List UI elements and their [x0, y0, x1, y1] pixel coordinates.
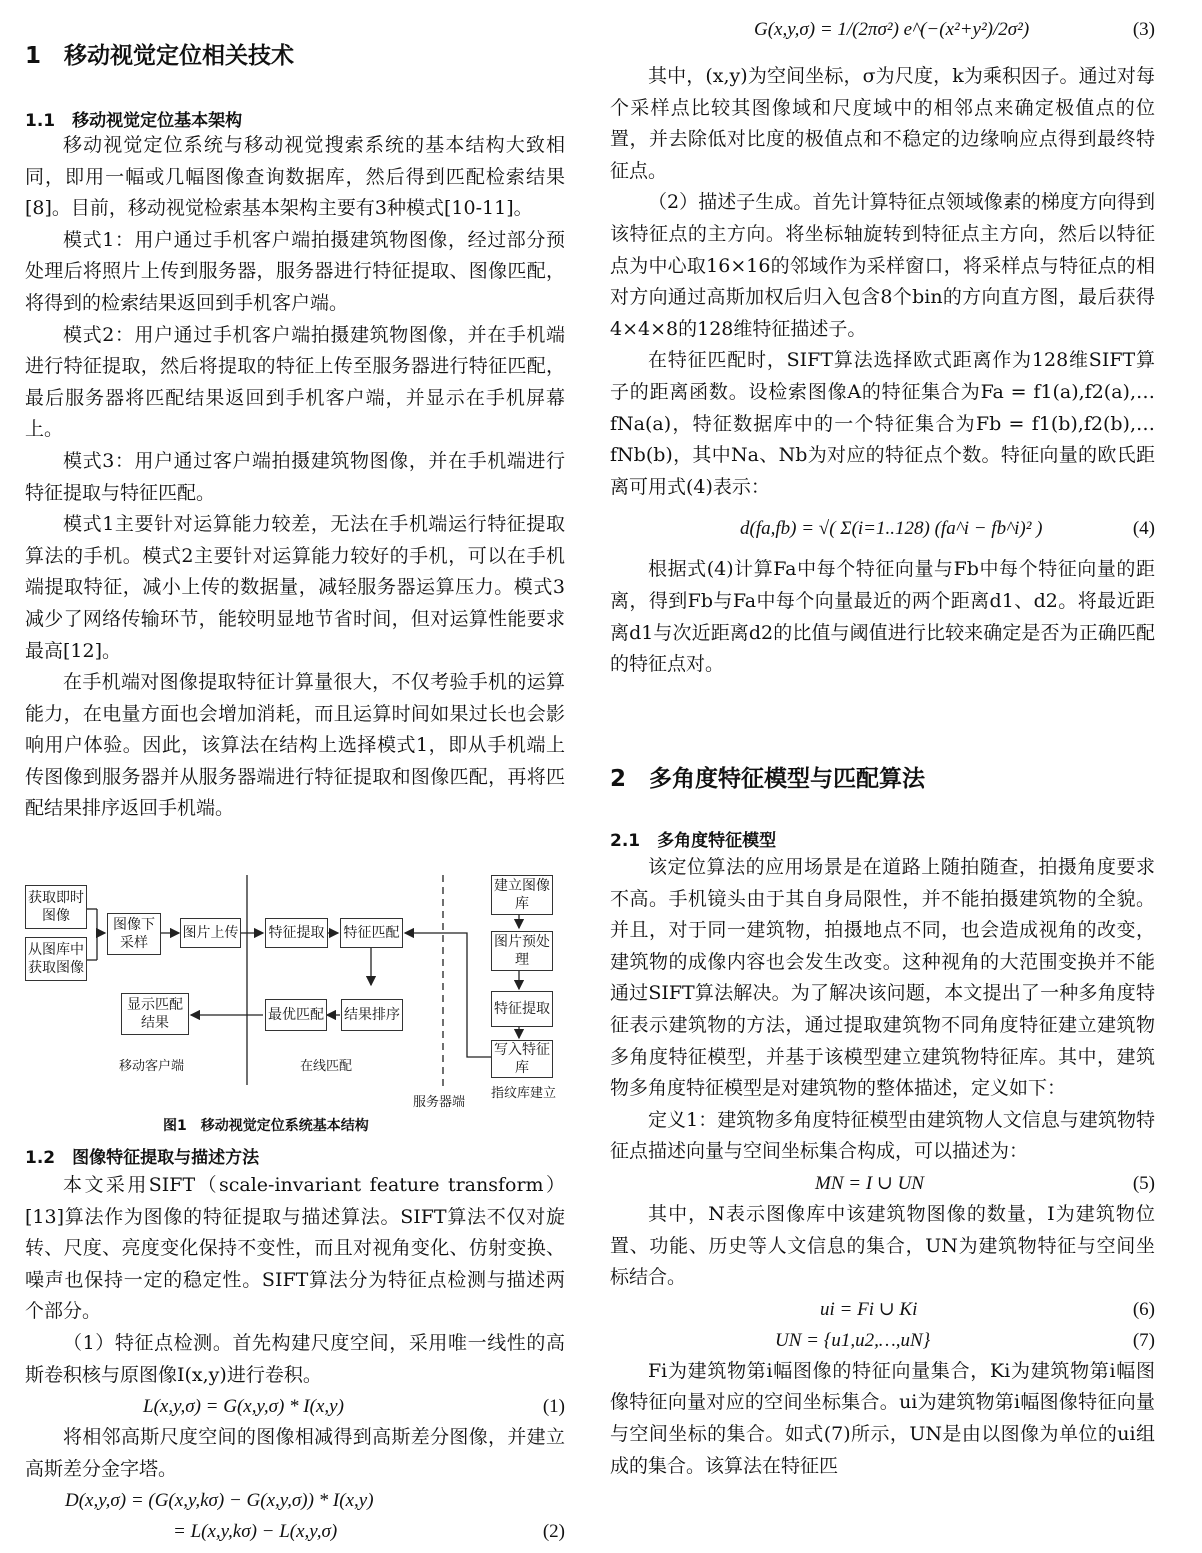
paragraph: 在手机端对图像提取特征计算量很大，不仅考验手机的运算能力，在电量方面也会增加消耗，而且运算时间如果过长也会影响用户体验。因此，该算法在结构上选择模式1，即从手机端上传图像到服务器并从服务器端进行特征提取和图像匹配，再将匹配结果排序返回手机端。 [25, 671, 565, 820]
right-text-block-2 [610, 852, 1155, 1482]
paragraph: Fi为建筑物第i幅图像的特征向量集合，Ki为建筑物第i幅图像特征向量对应的空间坐标集合。ui为建筑物第i幅图像特征向量与空间坐标的集合。如式(7)所示，UN是由以图像为单位的ui组成的集合。该算法在特征匹 [610, 1359, 1155, 1477]
section-1-1-heading: 1.1 移动视觉定位基本架构 [25, 111, 243, 131]
box-best-match: 最优匹配 [265, 999, 327, 1031]
equation-body: MN = I ∪ UN [815, 1172, 924, 1194]
figure-1-arrows [25, 875, 565, 1107]
paragraph: 模式1：用户通过手机客户端拍摄建筑物图像，经过部分预处理后将照片上传到服务器，服务器进行特征提取、图像匹配，将得到的检索结果返回到手机客户端。 [25, 228, 565, 314]
paragraph: 在特征匹配时，SIFT算法选择欧式距离作为128维SIFT算子的距离函数。设检索图像A的特征集合为Fa = f1(a),f2(a),…fNa(a)，特征数据库中的一个特征集合为Fb = f1(b),f2(b),…fNb(b)，其中Na、Nb为对应的特征点个数。特征向量的欧氏距离可用式(4)表示： [610, 349, 1155, 498]
paragraph: 将相邻高斯尺度空间的图像相减得到高斯差分图像，并建立高斯差分金字塔。 [25, 1426, 565, 1480]
equation-7 [610, 1325, 1155, 1356]
box-preprocess: 图片预处理 [491, 931, 553, 971]
paragraph: 模式3：用户通过客户端拍摄建筑物图像，并在手机端进行特征提取与特征匹配。 [25, 449, 565, 504]
equation-1 [25, 1391, 565, 1422]
left-text-block-2 [25, 1170, 565, 1547]
equation-body: = L(x,y,kσ) − L(x,y,σ) [173, 1521, 338, 1543]
label-fingerprint: 指纹库建立 [491, 1086, 557, 1101]
box-result-sort: 结果排序 [341, 999, 403, 1031]
section-2-1-heading: 2.1 多角度特征模型 [610, 831, 777, 851]
equation-number: (4) [1132, 518, 1155, 540]
equation-body: G(x,y,σ) = 1/(2πσ²) e^(−(x²+y²)/2σ²) [754, 19, 1030, 40]
equation-number: (5) [1132, 1172, 1155, 1194]
figure-1-caption: 图1 移动视觉定位系统基本结构 [163, 1118, 369, 1134]
paragraph: 移动视觉定位系统与移动视觉搜索系统的基本结构大致相同，即用一幅或几幅图像查询数据库，然后得到匹配检索结果[8]。目前，移动视觉检索基本架构主要有3种模式[10-11]。 [25, 134, 565, 220]
section-2-heading: 2 多角度特征模型与匹配算法 [610, 766, 926, 792]
equation-number: (1) [542, 1396, 565, 1418]
right-text-block-1 [610, 14, 1155, 681]
paragraph: 模式2：用户通过手机客户端拍摄建筑物图像，并在手机端进行特征提取，然后将提取的特征上传至服务器进行特征匹配，最后服务器将匹配结果返回到手机客户端，并显示在手机屏幕上。 [25, 323, 565, 441]
paragraph: 定义1：建筑物多角度特征模型由建筑物人文信息与建筑物特征点描述向量与空间坐标集合构成，可以描述为： [610, 1108, 1155, 1163]
box-downsample: 图像下采样 [107, 913, 161, 955]
paragraph: 根据式(4)计算Fa中每个特征向量与Fb中每个特征向量的距离，得到Fb与Fa中每个向量最近的两个距离d1、d2。将最近距离d1与次近距离d2的比值与阈值进行比较来确定是否为正确匹配的特征点对。 [610, 558, 1155, 676]
box-write-library: 写入特征库 [491, 1040, 553, 1078]
paragraph: 其中，(x,y)为空间坐标，σ为尺度，k为乘积因子。通过对每个采样点比较其图像域和尺度域中的相邻点来确定极值点的位置，并去除低对比度的极值点和不稳定的边缘响应点得到最终特征点。 [610, 65, 1155, 182]
equation-body: D(x,y,σ) = (G(x,y,kσ) − G(x,y,σ)) * I(x,y) [65, 1490, 374, 1512]
equation-number: (3) [1132, 19, 1155, 40]
equation-4 [610, 513, 1155, 544]
equation-body: UN = {u1,u2,…,uN} [775, 1329, 931, 1351]
box-upload: 图片上传 [180, 918, 241, 948]
equation-number: (2) [542, 1521, 565, 1543]
box-show-result: 显示匹配结果 [121, 993, 189, 1035]
box-capture-image: 获取即时图像 [25, 885, 87, 929]
paragraph: 本文采用SIFT（scale-invariant feature transform）[13]算法作为图像的特征提取与描述算法。SIFT算法不仅对旋转、尺度、亮度变化保持不变性，而且对视角变化、仿射变换、噪声也保持一定的稳定性。SIFT算法分为特征点检测与描述两个部分。 [25, 1174, 565, 1323]
paragraph: （2）描述子生成。首先计算特征点领域像素的梯度方向得到该特征点的主方向。将坐标轴旋转到特征点主方向，然后以特征点为中心取16×16的邻域作为采样窗口，将采样点与特征点的相对方向通过高斯加权后归入包含8个bin的方向直方图，最后获得4×4×8的128维特征描述子。 [610, 191, 1155, 340]
paragraph: 模式1主要针对运算能力较差，无法在手机端运行特征提取算法的手机。模式2主要针对运算能力较好的手机，可以在手机端提取特征，减小上传的数据量，减轻服务器运算压力。模式3减少了网络传输环节，能较明显地节省时间，但对运算性能要求最高[12]。 [25, 513, 565, 662]
paragraph: 其中，N表示图像库中该建筑物图像的数量，I为建筑物位置、功能、历史等人文信息的集合，UN为建筑物特征与空间坐标结合。 [610, 1202, 1155, 1289]
label-mobile-client: 移动客户端 [119, 1059, 185, 1074]
label-server: 服务器端 [413, 1095, 466, 1110]
label-online-matching: 在线匹配 [300, 1059, 353, 1074]
left-text-block-1 [25, 130, 565, 825]
box-feature-extract: 特征提取 [265, 918, 328, 948]
figure-1 [25, 875, 565, 1110]
equation-body: ui = Fi ∪ Ki [820, 1298, 918, 1320]
paragraph: （1）特征点检测。首先构建尺度空间，采用唯一线性的高斯卷积核与原图像I(x,y)进行卷积。 [25, 1331, 565, 1386]
equation-number: (6) [1132, 1298, 1155, 1320]
equation-3 [610, 14, 1155, 45]
equation-body: L(x,y,σ) = G(x,y,σ) * I(x,y) [143, 1396, 344, 1418]
equation-5 [610, 1168, 1155, 1199]
box-build-library: 建立图像库 [491, 875, 553, 915]
equation-2a [25, 1485, 565, 1516]
equation-2b [25, 1516, 565, 1547]
equation-6 [610, 1294, 1155, 1325]
equation-number: (7) [1132, 1329, 1155, 1351]
equation-body: d(fa,fb) = √( Σ(i=1..128) (fa^i − fb^i)² ) [740, 518, 1043, 540]
box-feature-extract-2: 特征提取 [491, 991, 553, 1027]
section-1-heading: 1 移动视觉定位相关技术 [25, 43, 295, 69]
section-1-2-heading: 1.2 图像特征提取与描述方法 [25, 1148, 260, 1168]
box-gallery-image: 从图库中获取图像 [25, 937, 87, 981]
box-feature-match: 特征匹配 [340, 918, 403, 948]
paragraph: 该定位算法的应用场景是在道路上随拍随查，拍摄角度要求不高。手机镜头由于其自身局限性，并不能拍摄建筑物的全貌。并且，对于同一建筑物，拍摄地点不同，也会造成视角的改变，建筑物的成像内容也会发生改变。这种视角的大范围变换并不能通过SIFT算法解决。为了解决该问题，本文提出了一种多角度特征表示建筑物的方法，通过提取建筑物不同角度特征建立建筑物多角度特征模型，并基于该模型建立建筑物特征库。其中，建筑物多角度特征模型是对建筑物的整体描述，定义如下： [610, 856, 1155, 1100]
